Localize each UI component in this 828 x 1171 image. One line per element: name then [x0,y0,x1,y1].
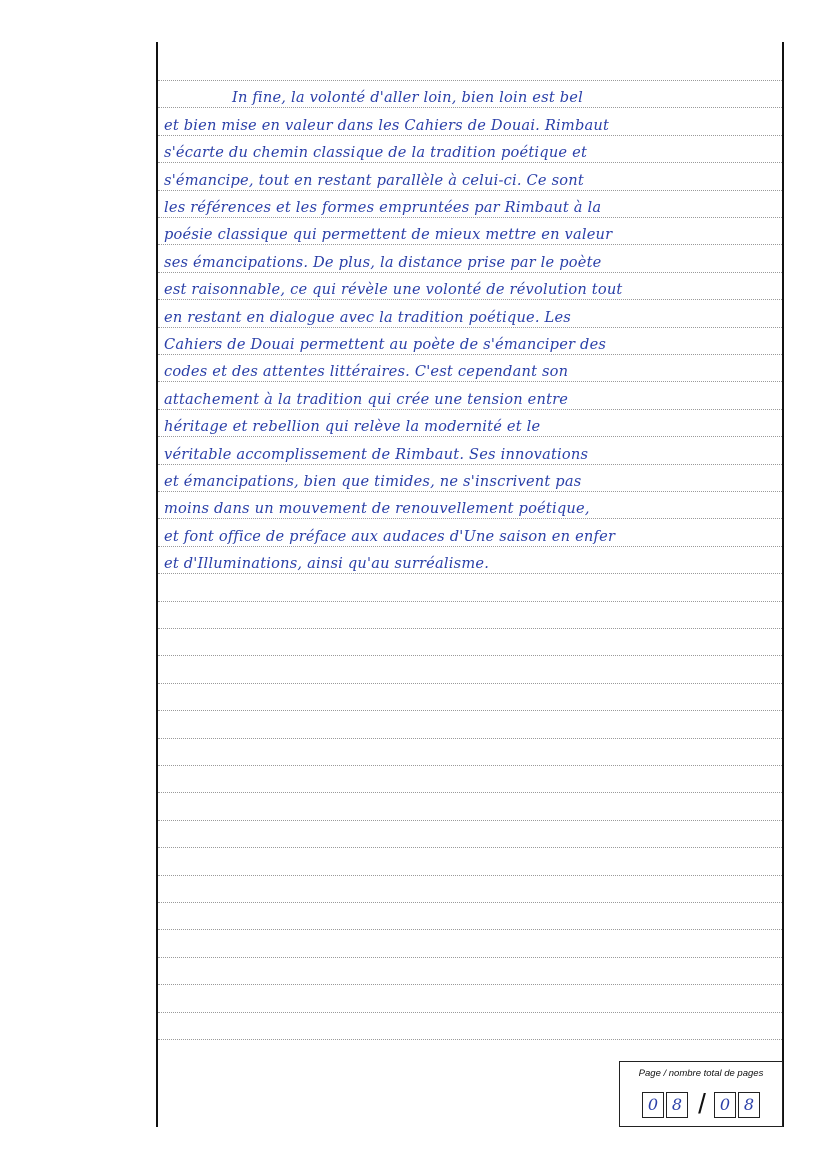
handwritten-line: véritable accomplissement de Rimbaut. Ses innovations [164,446,589,463]
handwritten-line: attachement à la tradition qui crée une tension entre [164,391,569,408]
page-digit-1: 0 [642,1092,664,1118]
ruled-line [158,765,782,766]
ruled-line [158,1012,782,1013]
total-digit-2: 8 [738,1092,760,1118]
ruled-line [158,710,782,711]
ruled-line [158,601,782,602]
page-label: Page / nombre total de pages [638,1068,764,1079]
ruled-line [158,738,782,739]
ruled-line [158,792,782,793]
page-digit-2: 8 [666,1092,688,1118]
handwritten-line: héritage et rebellion qui relève la modernité et le [164,418,541,435]
handwritten-line: et font office de préface aux audaces d'Une saison en enfer [164,528,616,545]
total-digit-1: 0 [714,1092,736,1118]
ruled-line [158,80,782,81]
right-margin-line [782,42,784,1127]
handwritten-line: est raisonnable, ce qui révèle une volonté de révolution tout [164,281,623,298]
handwritten-line: codes et des attentes littéraires. C'est cependant son [164,363,569,380]
handwritten-line: ses émancipations. De plus, la distance prise par le poète [164,254,602,271]
handwritten-line: s'émancipe, tout en restant parallèle à celui-ci. Ce sont [164,172,584,189]
ruled-line [158,683,782,684]
ruled-line [158,1039,782,1040]
left-margin-line [156,42,158,1127]
ruled-line [158,820,782,821]
ruled-line [158,875,782,876]
handwritten-line: Cahiers de Douai permettent au poète de s'émanciper des [164,336,607,353]
handwritten-line: et d'Illuminations, ainsi qu'au surréalisme. [164,555,490,572]
ruled-line [158,655,782,656]
page-number-box [619,1061,783,1127]
ruled-line [158,628,782,629]
handwritten-line: In fine, la volonté d'aller loin, bien loin est bel [232,89,583,106]
ruled-line [158,847,782,848]
handwritten-line: en restant en dialogue avec la tradition poétique. Les [164,309,571,326]
ruled-line [158,902,782,903]
handwritten-line: et émancipations, bien que timides, ne s'inscrivent pas [164,473,582,490]
page-digits [642,1088,764,1120]
page-separator: / [698,1088,706,1119]
handwritten-line: les références et les formes empruntées par Rimbaut à la [164,199,602,216]
handwritten-line: poésie classique qui permettent de mieux mettre en valeur [164,226,613,243]
handwritten-line: s'écarte du chemin classique de la tradition poétique et [164,144,588,161]
handwritten-line: et bien mise en valeur dans les Cahiers de Douai. Rimbaut [164,117,610,134]
ruled-line [158,929,782,930]
ruled-line [158,957,782,958]
handwritten-line: moins dans un mouvement de renouvellement poétique, [164,500,590,517]
ruled-line [158,984,782,985]
